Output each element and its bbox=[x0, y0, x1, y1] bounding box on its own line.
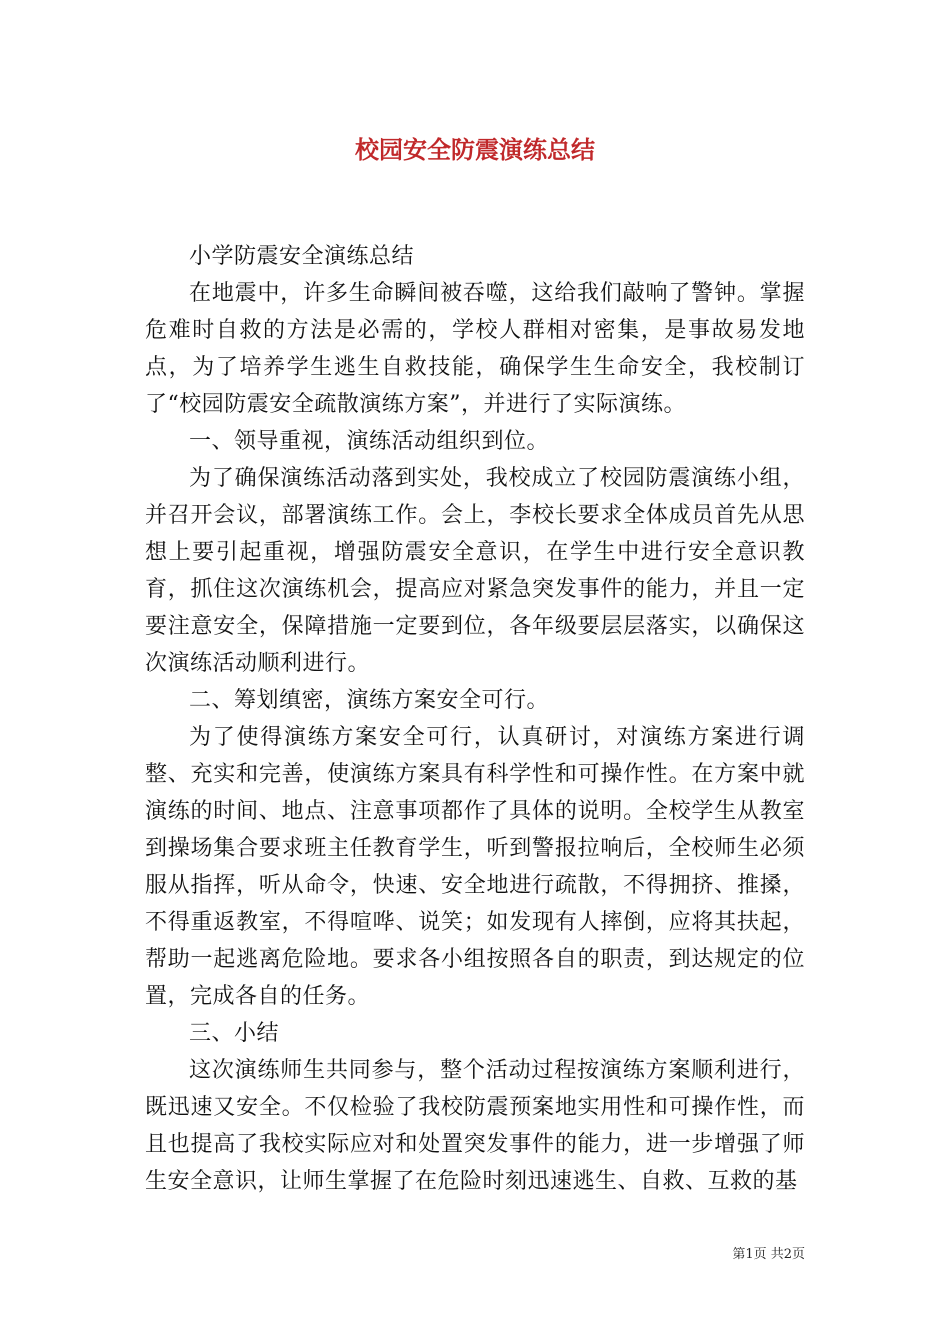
paragraph-section-3: 这次演练师生共同参与，整个活动过程按演练方案顺利进行，既迅速又安全。不仅检验了我校防震预案地实用性和可操作性，而且也提高了我校实际应对和处置突发事件的能力，进一步增强了师生安全意识，让师生掌握了在危险时刻迅速逃生、自救、互救的基 bbox=[145, 1058, 805, 1194]
document-body bbox=[145, 238, 805, 1200]
page-number-footer: 第1页 共2页 bbox=[732, 1247, 805, 1262]
section-heading-2: 二、筹划缜密，演练方案安全可行。 bbox=[189, 688, 550, 713]
paragraph-section-1: 为了确保演练活动落到实处，我校成立了校园防震演练小组，并召开会议，部署演练工作。会上，李校长要求全体成员首先从思想上要引起重视，增强防震安全意识，在学生中进行安全意识教育，抓住这次演练机会，提高应对紧急突发事件的能力，并且一定要注意安全，保障措施一定要到位，各年级要层层落实，以确保这次演练活动顺利进行。 bbox=[145, 466, 805, 676]
paragraph-subtitle: 小学防震安全演练总结 bbox=[189, 244, 415, 269]
paragraph-intro: 在地震中，许多生命瞬间被吞噬，这给我们敲响了警钟。掌握危难时自救的方法是必需的，学校人群相对密集，是事故易发地点，为了培养学生逃生自救技能，确保学生生命安全，我校制订了“校园防震安全疏散演练方案”，并进行了实际演练。 bbox=[145, 281, 805, 417]
paragraph-section-2: 为了使得演练方案安全可行，认真研讨，对演练方案进行调整、充实和完善，使演练方案具有科学性和可操作性。在方案中就演练的时间、地点、注意事项都作了具体的说明。全校学生从教室到操场集合要求班主任教育学生，听到警报拉响后，全校师生必须服从指挥，听从命令，快速、安全地进行疏散，不得拥挤、推搡，不得重返教室，不得喧哗、说笑；如发现有人摔倒，应将其扶起，帮助一起逃离危险地。要求各小组按照各自的职责，到达规定的位置，完成各自的任务。 bbox=[145, 725, 805, 1009]
document-title: 校园安全防震演练总结 bbox=[355, 135, 595, 164]
section-heading-3: 三、小结 bbox=[189, 1021, 280, 1046]
section-heading-1: 一、领导重视，演练活动组织到位。 bbox=[189, 429, 550, 454]
